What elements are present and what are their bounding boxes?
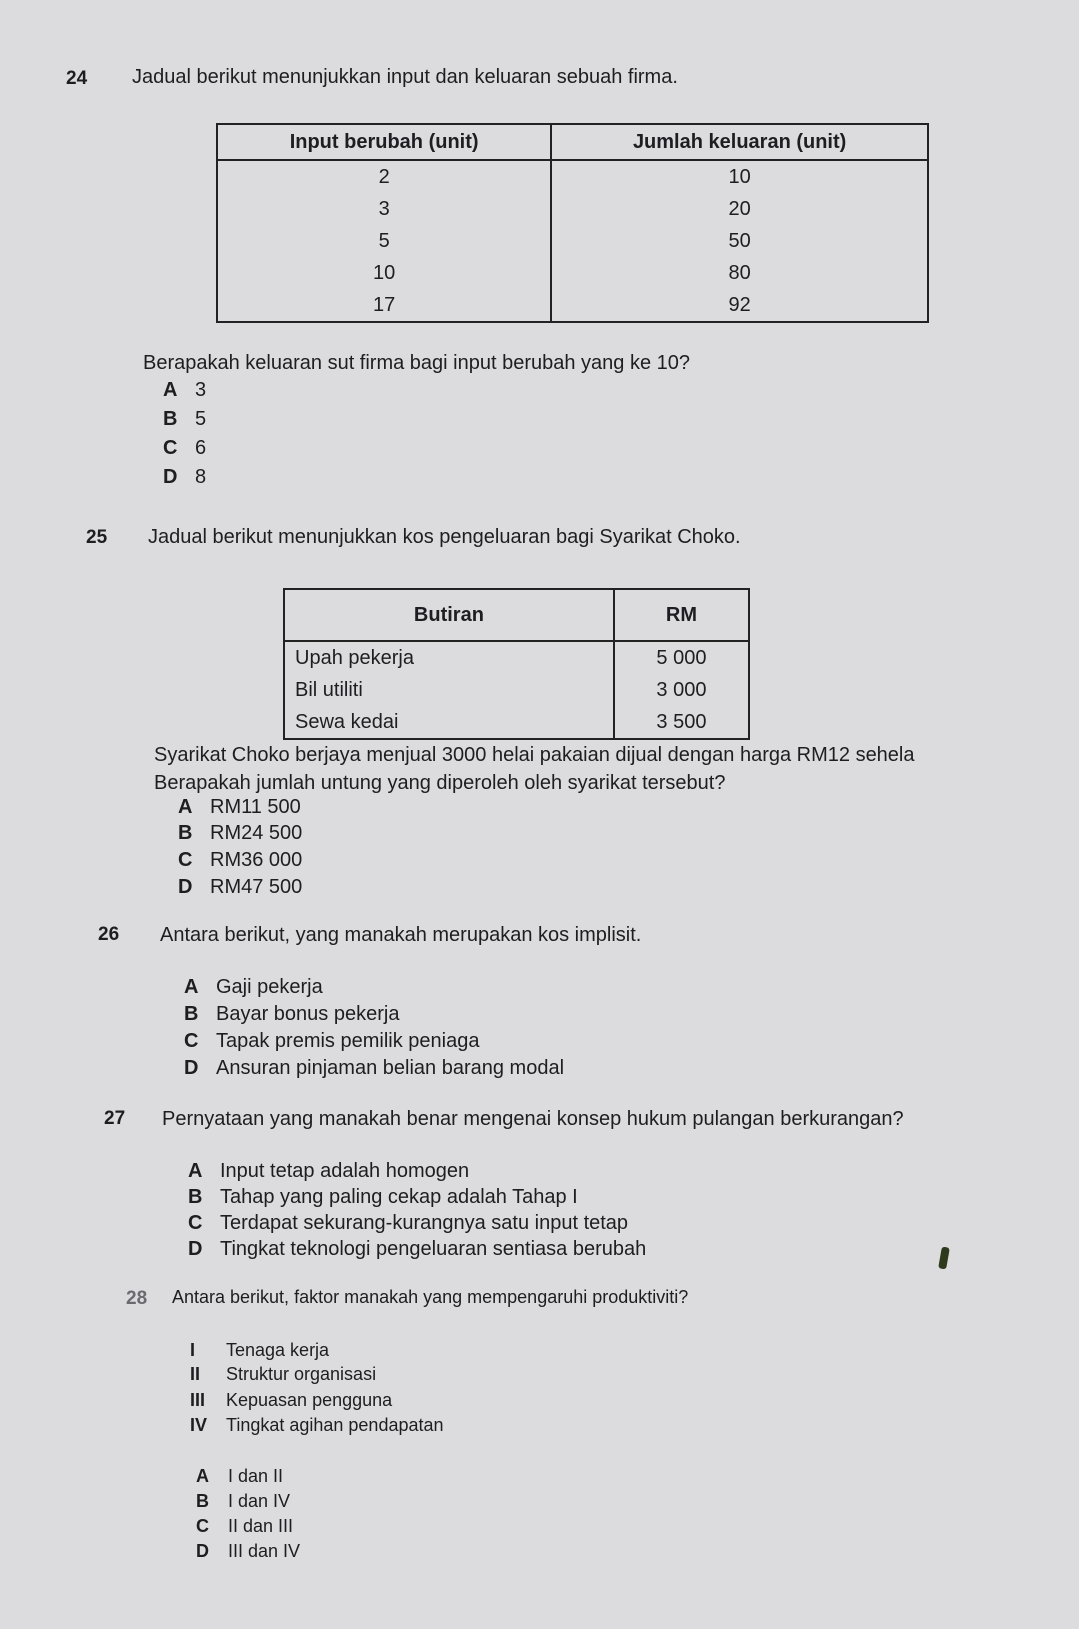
q27-text: Pernyataan yang manakah benar mengenai konsep hukum pulangan berkurangan? [162, 1108, 904, 1130]
pen-mark [938, 1246, 950, 1269]
table-row [217, 257, 928, 289]
q28-option-a[interactable]: A I dan II [196, 1466, 284, 1486]
q24-text: Jadual berikut menunjukkan input dan keluaran sebuah firma. [132, 66, 678, 88]
q27-number: 27 [104, 1108, 126, 1129]
table-row [284, 641, 749, 674]
q26-number: 26 [98, 924, 120, 945]
table-cell: 10 [551, 160, 928, 193]
q26-option-b[interactable]: B Bayar bonus pekerja [184, 1003, 400, 1025]
table-cell: Sewa kedai [284, 706, 614, 739]
q26-option-c[interactable]: C Tapak premis pemilik peniaga [184, 1030, 480, 1052]
table-header: RM [614, 589, 749, 641]
table-cell: 50 [551, 225, 928, 257]
table-cell: 3 500 [614, 706, 749, 739]
table-header: Jumlah keluaran (unit) [551, 124, 928, 160]
q28-statement-i: I Tenaga kerja [190, 1340, 330, 1360]
table-cell: 10 [217, 257, 551, 289]
q25-option-b[interactable]: B RM24 500 [178, 822, 303, 844]
q25-table [283, 588, 750, 740]
q25-option-c[interactable]: C RM36 000 [178, 849, 303, 871]
q26-option-d[interactable]: D Ansuran pinjaman belian barang modal [184, 1057, 565, 1079]
q25-statement: Syarikat Choko berjaya menjual 3000 helai pakaian dijual dengan harga RM12 sehela [154, 744, 915, 766]
table-cell: Upah pekerja [284, 641, 614, 674]
table-cell: 17 [217, 289, 551, 322]
q28-number: 28 [126, 1288, 148, 1309]
q24-option-d[interactable]: D 8 [163, 466, 207, 488]
q28-option-b[interactable]: B I dan IV [196, 1491, 291, 1511]
table-cell: 3 000 [614, 674, 749, 706]
table-row [217, 289, 928, 322]
q27-option-d[interactable]: D Tingkat teknologi pengeluaran sentiasa berubah [188, 1238, 647, 1260]
q25-option-d[interactable]: D RM47 500 [178, 876, 303, 898]
table-row [217, 193, 928, 225]
q28-statement-ii: II Struktur organisasi [190, 1364, 377, 1384]
q24-option-a[interactable]: A 3 [163, 379, 207, 401]
table-header: Butiran [284, 589, 614, 641]
q24-question: Berapakah keluaran sut firma bagi input berubah yang ke 10? [143, 352, 691, 374]
q24-option-b[interactable]: B 5 [163, 408, 207, 430]
table-row [284, 674, 749, 706]
q27-option-c[interactable]: C Terdapat sekurang-kurangnya satu input tetap [188, 1212, 629, 1234]
table-cell: 80 [551, 257, 928, 289]
q28-statement-iii: III Kepuasan pengguna [190, 1390, 393, 1410]
q26-option-a[interactable]: A Gaji pekerja [184, 976, 323, 998]
table-header: Input berubah (unit) [217, 124, 551, 160]
table-cell: 20 [551, 193, 928, 225]
q28-option-d[interactable]: D III dan IV [196, 1541, 301, 1561]
table-row [284, 706, 749, 739]
table-row [217, 160, 928, 193]
table-cell: 92 [551, 289, 928, 322]
q27-option-a[interactable]: A Input tetap adalah homogen [188, 1160, 470, 1182]
q25-option-a[interactable]: A RM11 500 [178, 796, 301, 818]
q27-option-b[interactable]: B Tahap yang paling cekap adalah Tahap I [188, 1186, 578, 1208]
q24-table [216, 123, 929, 323]
q24-option-c[interactable]: C 6 [163, 437, 207, 459]
table-cell: 5 000 [614, 641, 749, 674]
q28-statement-iv: IV Tingkat agihan pendapatan [190, 1415, 444, 1435]
q25-question: Berapakah jumlah untung yang diperoleh oleh syarikat tersebut? [154, 772, 726, 794]
table-cell: 5 [217, 225, 551, 257]
table-cell: Bil utiliti [284, 674, 614, 706]
q28-text: Antara berikut, faktor manakah yang mempengaruhi produktiviti? [172, 1287, 689, 1307]
table-cell: 2 [217, 160, 551, 193]
q25-text: Jadual berikut menunjukkan kos pengeluaran bagi Syarikat Choko. [148, 526, 741, 548]
q26-text: Antara berikut, yang manakah merupakan kos implisit. [160, 924, 642, 946]
q24-number: 24 [66, 68, 88, 89]
q25-number: 25 [86, 527, 108, 548]
table-row [217, 225, 928, 257]
q28-option-c[interactable]: C II dan III [196, 1516, 294, 1536]
table-cell: 3 [217, 193, 551, 225]
